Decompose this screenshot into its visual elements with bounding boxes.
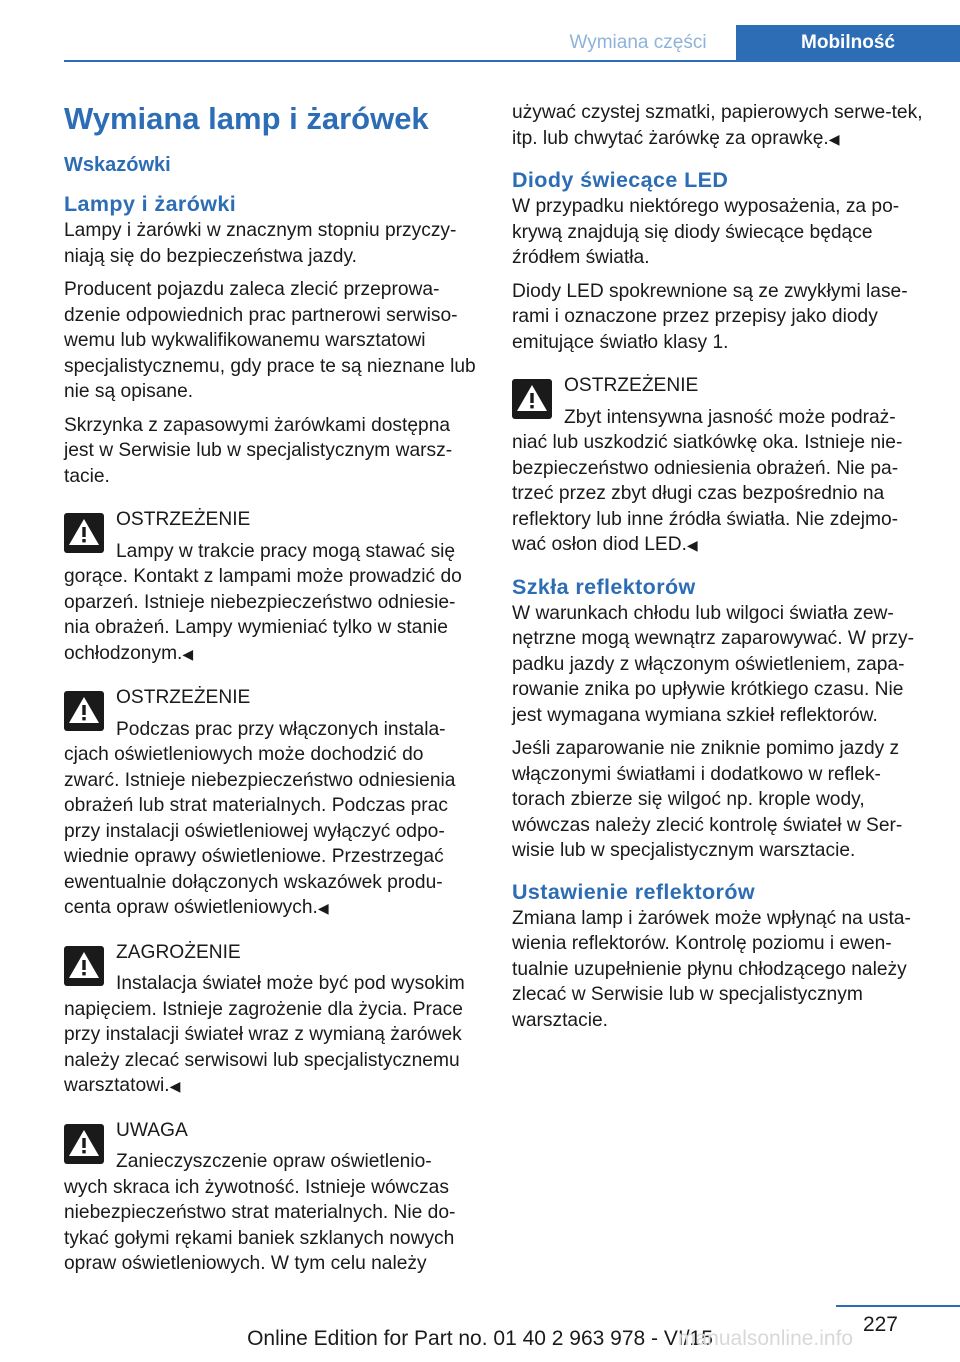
heading-led: Diody świecące LED — [512, 168, 729, 192]
header-rule — [64, 60, 960, 62]
footer — [0, 1327, 960, 1351]
warning-text: Zbyt intensywna jasność może podraż‐ — [564, 406, 896, 428]
heading-lamps: Lampy i żarówki — [64, 192, 237, 216]
warning-text: niać lub uszkodzić siatkówkę oka. Istnieje nie‐bezpieczeństwo odniesienia obrażeń. Nie pa‐trzeć przez zbyt długi czas bezpośrednio na reflektory lub inne źródła światła. Nie zdejmo‐wać osłon diod LED. — [512, 432, 903, 555]
danger-text: napięciem. Istnieje zagrożenie dla życia. Prace przy instalacji świateł wraz z wymianą żarówek należy zlecać serwisowi lub specjalistycznemu warsztatowi. — [64, 998, 463, 1096]
end-mark: ◀ — [686, 537, 698, 553]
section-subtitle: Wskazówki — [64, 154, 171, 176]
edition-text: Online Edition for Part no. 01 40 2 963 978 - VI/15 — [247, 1327, 713, 1350]
paragraph: Skrzynka z zapasowymi żarówkami dostępna jest w Serwisie lub w specjalistycznym warsz‐tacie. — [64, 414, 453, 487]
paragraph-continued: używać czystej szmatki, papierowych serwe‐tek, itp. lub chwytać żarówkę za oprawkę.◀ — [512, 102, 923, 149]
warning-text: Lampy w trakcie pracy mogą stawać się — [116, 540, 456, 562]
heading-adjust: Ustawienie reflektorów — [512, 879, 755, 904]
warning-block — [512, 373, 924, 559]
danger-text: Instalacja świateł może być pod wysokim — [116, 973, 465, 994]
end-mark: ◀ — [317, 900, 329, 916]
warning-triangle-icon — [64, 691, 104, 731]
warning-triangle-icon — [64, 1124, 104, 1164]
notice-title: UWAGA — [116, 1119, 188, 1141]
paragraph: Zmiana lamp i żarówek może wpłynąć na usta‐wienia reflektorów. Kontrolę poziomu i ewen‐tualnie uzupełnienie płynu chłodzącego należy zlecać w Serwisie lub w specjalistycznym warsztacie. — [512, 907, 911, 1031]
right-column — [512, 100, 924, 1041]
warning-title: OSTRZEŻENIE — [564, 375, 699, 396]
warning-block — [64, 685, 476, 922]
paragraph: Lampy i żarówki w znacznym stopniu przyczy‐niają się do bezpieczeństwa jazdy. — [64, 220, 457, 267]
end-mark: ◀ — [182, 645, 194, 662]
left-column — [64, 100, 476, 1291]
notice-text: Zanieczyszczenie opraw oświetlenio‐ — [116, 1151, 432, 1172]
warning-text: gorące. Kontakt z lampami może prowadzić do oparzeń. Istnieje niebezpieczeństwo odniesie‐nia obrażeń. Lampy wymieniać tylko w stanie ochłodzonym. — [64, 566, 462, 664]
end-mark: ◀ — [169, 1078, 181, 1094]
end-mark: ◀ — [828, 130, 840, 147]
warning-block — [64, 507, 476, 667]
warning-title: OSTRZEŻENIE — [116, 687, 251, 708]
warning-text: Podczas prac przy włączonych instala‐ — [116, 718, 446, 740]
warning-triangle-icon — [64, 946, 104, 986]
warning-triangle-icon — [64, 513, 104, 553]
watermark: manualsonline.info — [678, 1327, 854, 1350]
warning-title: OSTRZEŻENIE — [116, 509, 251, 530]
notice-block — [64, 1118, 476, 1277]
paragraph: W przypadku niektórego wyposażenia, za po‐krywą znajdują się diody świecące będące źródłem światła. — [512, 196, 900, 268]
section-tab: Wymiana części — [569, 32, 707, 53]
page-number: 227 — [862, 1313, 898, 1336]
paragraph: Producent pojazdu zaleca zlecić przeprowa‐dzenie odpowiednich prac partnerowi serwiso‐wemu lub wykwalifikowanemu warsztatowi specjalistycznemu, gdy prace te są nieznane lub nie są opisane. — [64, 279, 476, 402]
chapter-tab: Mobilność — [736, 25, 960, 61]
danger-block — [64, 940, 476, 1100]
danger-title: ZAGROŻENIE — [116, 941, 241, 963]
notice-text: wych skraca ich żywotność. Istnieje wówczas niebezpieczeństwo strat materialnych. Nie do‐tykać gołymi rękami baniek szklanych nowych opraw oświetleniowych. W tym celu należy — [64, 1176, 456, 1274]
paragraph: W warunkach chłodu lub wilgoci światła zew‐nętrzne mogą wewnątrz zaparowywać. W przy‐padku jazdy z włączonym oświetleniem, zapa‐rowanie znika po upływie krótkiego czasu. Nie jest wymagana wymiana szkieł reflektorów. — [512, 602, 915, 726]
paragraph: Diody LED spokrewnione są ze zwykłymi lase‐rami i oznaczone przez przepisy jako diody emitujące światło klasy 1. — [512, 280, 908, 353]
paragraph: Jeśli zaparowanie nie zniknie pomimo jazdy z włączonymi światłami i dodatkowo w reflek‐torach zbierze się wilgoć np. krople wody, wówczas należy zlecić kontrolę świateł w Ser‐wisie lub w specjalistycznym warsztacie. — [512, 738, 903, 861]
warning-text: cjach oświetleniowych może dochodzić do zwarć. Istnieje niebezpieczeństwo odniesienia obrażeń lub strat materialnych. Podczas prac przy instalacji oświetleniowej wyłączyć odpo‐wiednie oprawy oświetleniowe. Przestrzegać ewentualnie dołączonych wskazówek produ‐centa opraw oświetleniowych. — [64, 744, 456, 918]
page-number-rule — [836, 1305, 960, 1307]
warning-triangle-icon — [512, 379, 552, 419]
heading-glass: Szkła reflektorów — [512, 574, 696, 599]
page-title: Wymiana lamp i żarówek — [64, 101, 429, 136]
